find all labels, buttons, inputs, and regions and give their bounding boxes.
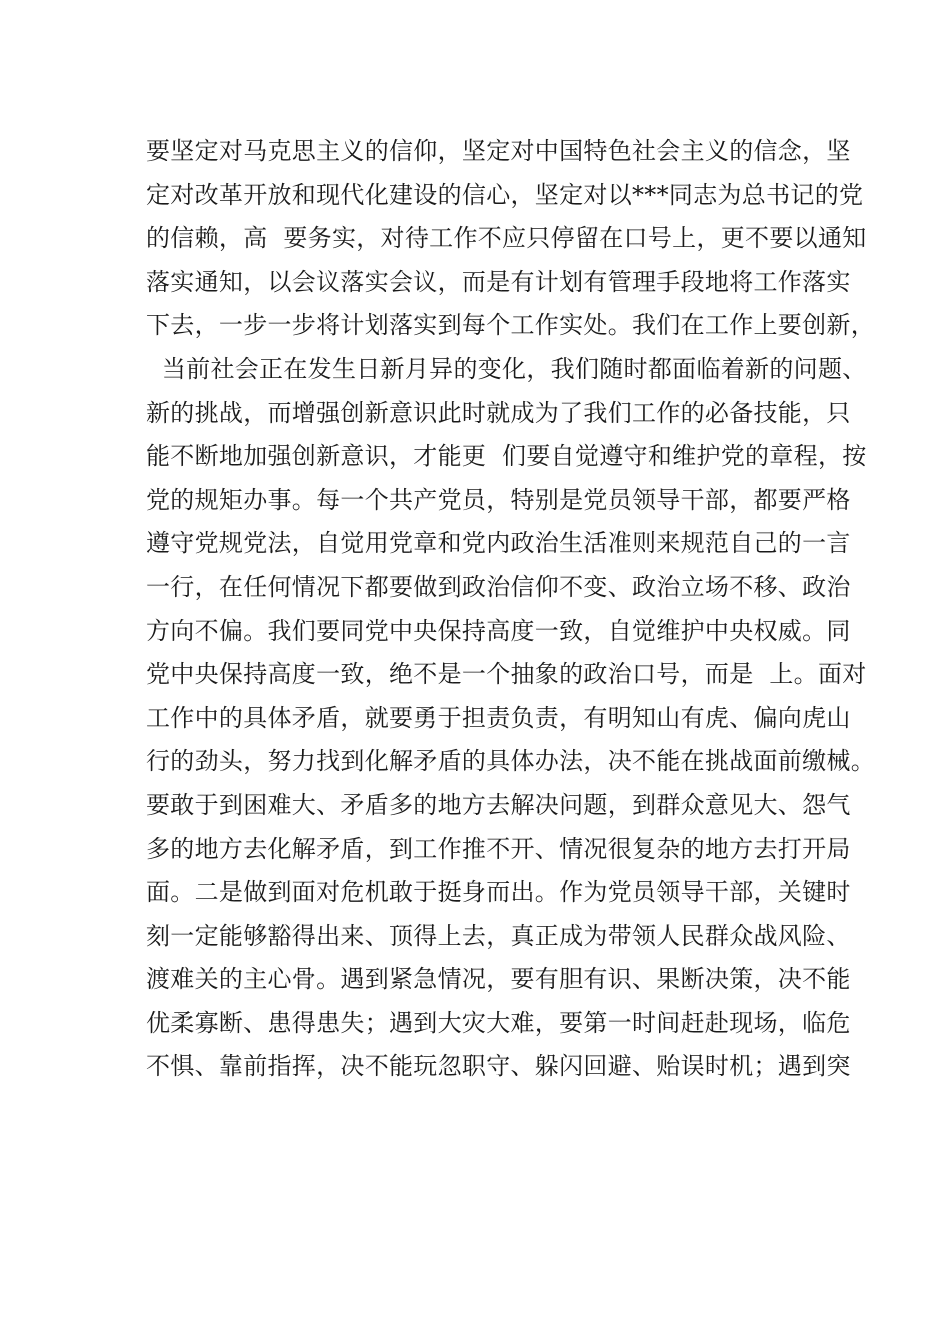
text-line: 面。二是做到面对危机敢于挺身而出。作为党员领导干部，关键时 bbox=[146, 878, 851, 907]
text-line: 不惧、靠前指挥，决不能玩忽职守、躲闪回避、贻误时机；遇到突 bbox=[146, 1052, 851, 1081]
text-line: 方向不偏。我们要同党中央保持高度一致，自觉维护中央权威。同 bbox=[146, 616, 851, 645]
text-line: 多的地方去化解矛盾，到工作推不开、情况很复杂的地方去打开局 bbox=[146, 834, 851, 863]
text-line: 新的挑战，而增强创新意识此时就成为了我们工作的必备技能，只 bbox=[146, 398, 851, 427]
text-line: 能不断地加强创新意识，才能更 们要自觉遵守和维护党的章程，按 bbox=[146, 442, 867, 471]
text-line: 定对改革开放和现代化建设的信心，坚定对以***同志为总书记的党 bbox=[146, 180, 864, 209]
text-line: 工作中的具体矛盾，就要勇于担责负责，有明知山有虎、偏向虎山 bbox=[146, 703, 851, 732]
text-line: 遵守党规党法，自觉用党章和党内政治生活准则来规范自己的一言 bbox=[146, 529, 851, 558]
text-line: 一行，在任何情况下都要做到政治信仰不变、政治立场不移、政治 bbox=[146, 572, 851, 601]
text-line: 落实通知，以会议落实会议，而是有计划有管理手段地将工作落实 bbox=[146, 267, 851, 296]
text-line: 党的规矩办事。每一个共产党员，特别是党员领导干部，都要严格 bbox=[146, 485, 851, 514]
text-line: 下去，一步一步将计划落实到每个工作实处。我们在工作上要创新， bbox=[146, 311, 875, 340]
body-text bbox=[146, 130, 875, 1089]
text-line: 行的劲头，努力找到化解矛盾的具体办法，决不能在挑战面前缴械。 bbox=[146, 747, 875, 776]
text-line: 渡难关的主心骨。遇到紧急情况，要有胆有识、果断决策，决不能 bbox=[146, 965, 851, 994]
text-line: 要敢于到困难大、矛盾多的地方去解决问题，到群众意见大、怨气 bbox=[146, 790, 851, 819]
text-line: 要坚定对马克思主义的信仰，坚定对中国特色社会主义的信念，坚 bbox=[146, 137, 851, 165]
text-line: 党中央保持高度一致，绝不是一个抽象的政治口号，而是 上。面对 bbox=[146, 660, 867, 689]
text-line: 当前社会正在发生日新月异的变化，我们随时都面临着新的问题、 bbox=[146, 354, 867, 383]
text-line: 优柔寡断、患得患失；遇到大灾大难，要第一时间赶赴现场，临危 bbox=[146, 1008, 851, 1037]
text-line: 刻一定能够豁得出来、顶得上去，真正成为带领人民群众战风险、 bbox=[146, 921, 851, 950]
text-line: 的信赖，高 要务实，对待工作不应只停留在口号上，更不要以通知 bbox=[146, 224, 867, 253]
